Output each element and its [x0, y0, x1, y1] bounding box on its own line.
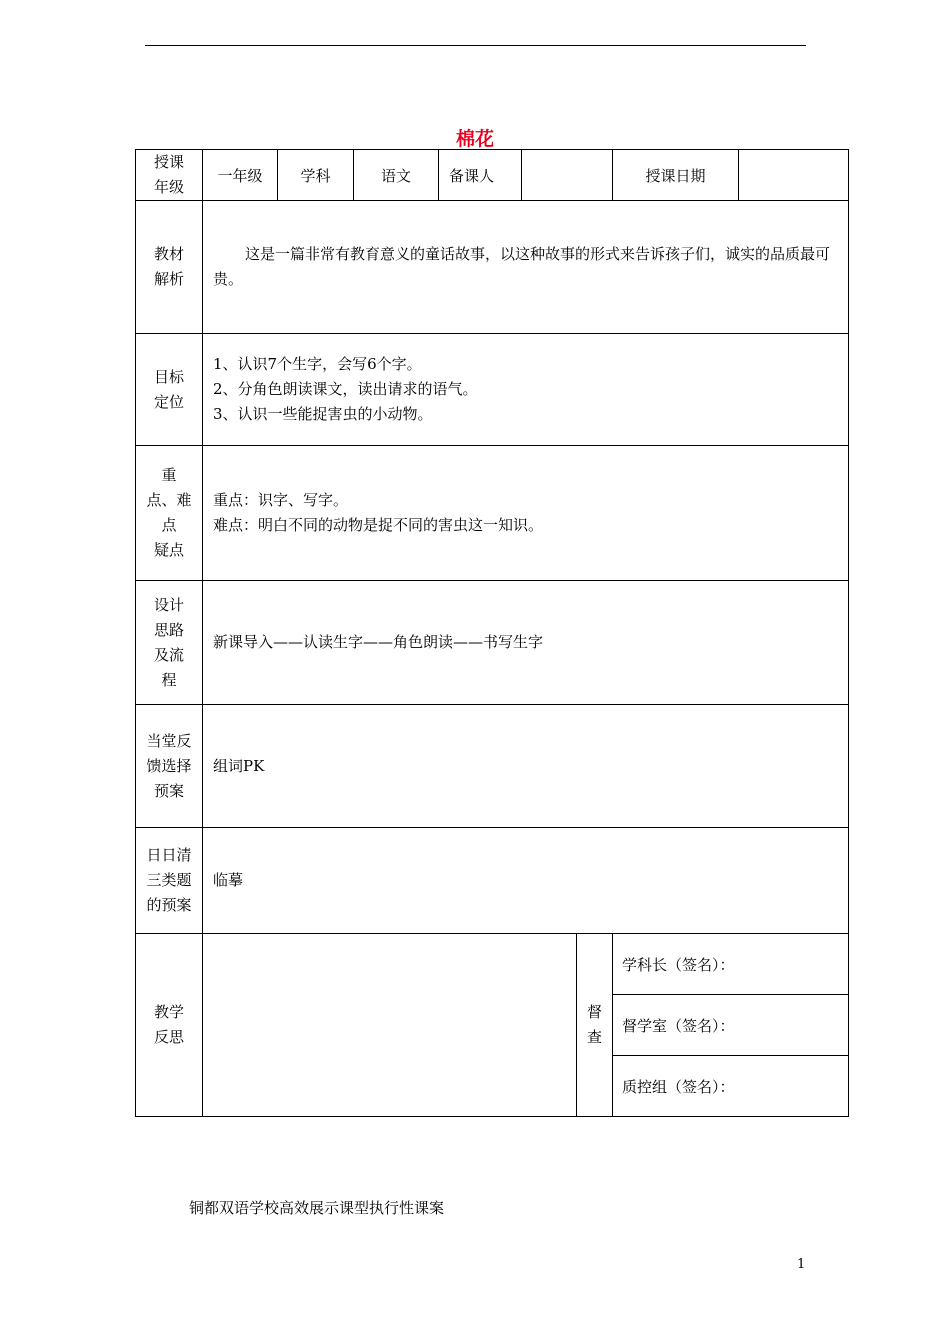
daily-label: 日日清 三类题 的预案: [136, 828, 203, 934]
header-rule: [145, 45, 806, 46]
signature-quality-control: 质控组（签名）：: [613, 1056, 849, 1117]
feedback-label: 当堂反 馈选择 预案: [136, 705, 203, 828]
grade-value: 一年级: [203, 150, 278, 201]
analysis-text: 这是一篇非常有教育意义的童话故事，以这种故事的形式来告诉孩子们，诚实的品质最可贵。: [203, 201, 849, 334]
subject-label: 学科: [278, 150, 354, 201]
daily-text: 临摹: [203, 828, 849, 934]
table-row: [136, 581, 849, 705]
preparer-label: 备课人: [439, 150, 522, 201]
table-row: [136, 705, 849, 828]
reflection-label: 教学 反思: [136, 934, 203, 1117]
supervise-label: 督 查: [577, 934, 613, 1117]
goal-item: 3、认识一些能捉害虫的小动物。: [213, 405, 433, 423]
difficulty-item: 难点：明白不同的动物是捉不同的害虫这一知识。: [213, 516, 544, 534]
key-point-item: 重点：识字、写字。: [213, 491, 349, 509]
table-row: [136, 201, 849, 334]
table-row: [136, 150, 849, 201]
table-row: [136, 446, 849, 581]
table-row: [136, 828, 849, 934]
key-points-content: [203, 446, 849, 581]
table-row: [136, 934, 849, 995]
design-text: 新课导入——认读生字——角色朗读——书写生字: [203, 581, 849, 705]
reflection-content: [203, 934, 577, 1117]
table-row: [136, 334, 849, 446]
preparer-value: [522, 150, 613, 201]
page-number: 1: [797, 1257, 806, 1272]
goal-item: 2、分角色朗读课文，读出请求的语气。: [213, 380, 478, 398]
signature-supervision-office: 督学室（签名）：: [613, 995, 849, 1056]
date-value: [739, 150, 849, 201]
key-points-label: 重 点、难 点 疑点: [136, 446, 203, 581]
signature-subject-head: 学科长（签名）：: [613, 934, 849, 995]
lesson-plan-table: [135, 149, 849, 1117]
document-title: 棉花: [455, 128, 494, 150]
grade-label: 授课 年级: [136, 150, 203, 201]
subject-value: 语文: [354, 150, 439, 201]
goals-content: [203, 334, 849, 446]
goal-item: 1、认识7个生字，会写6个字。: [213, 355, 422, 373]
date-label: 授课日期: [613, 150, 739, 201]
analysis-label: 教材 解析: [136, 201, 203, 334]
design-label: 设计 思路 及流 程: [136, 581, 203, 705]
footer-school-name: 铜都双语学校高效展示课型执行性课案: [189, 1199, 445, 1217]
goals-label: 目标 定位: [136, 334, 203, 446]
feedback-text: 组词PK: [203, 705, 849, 828]
